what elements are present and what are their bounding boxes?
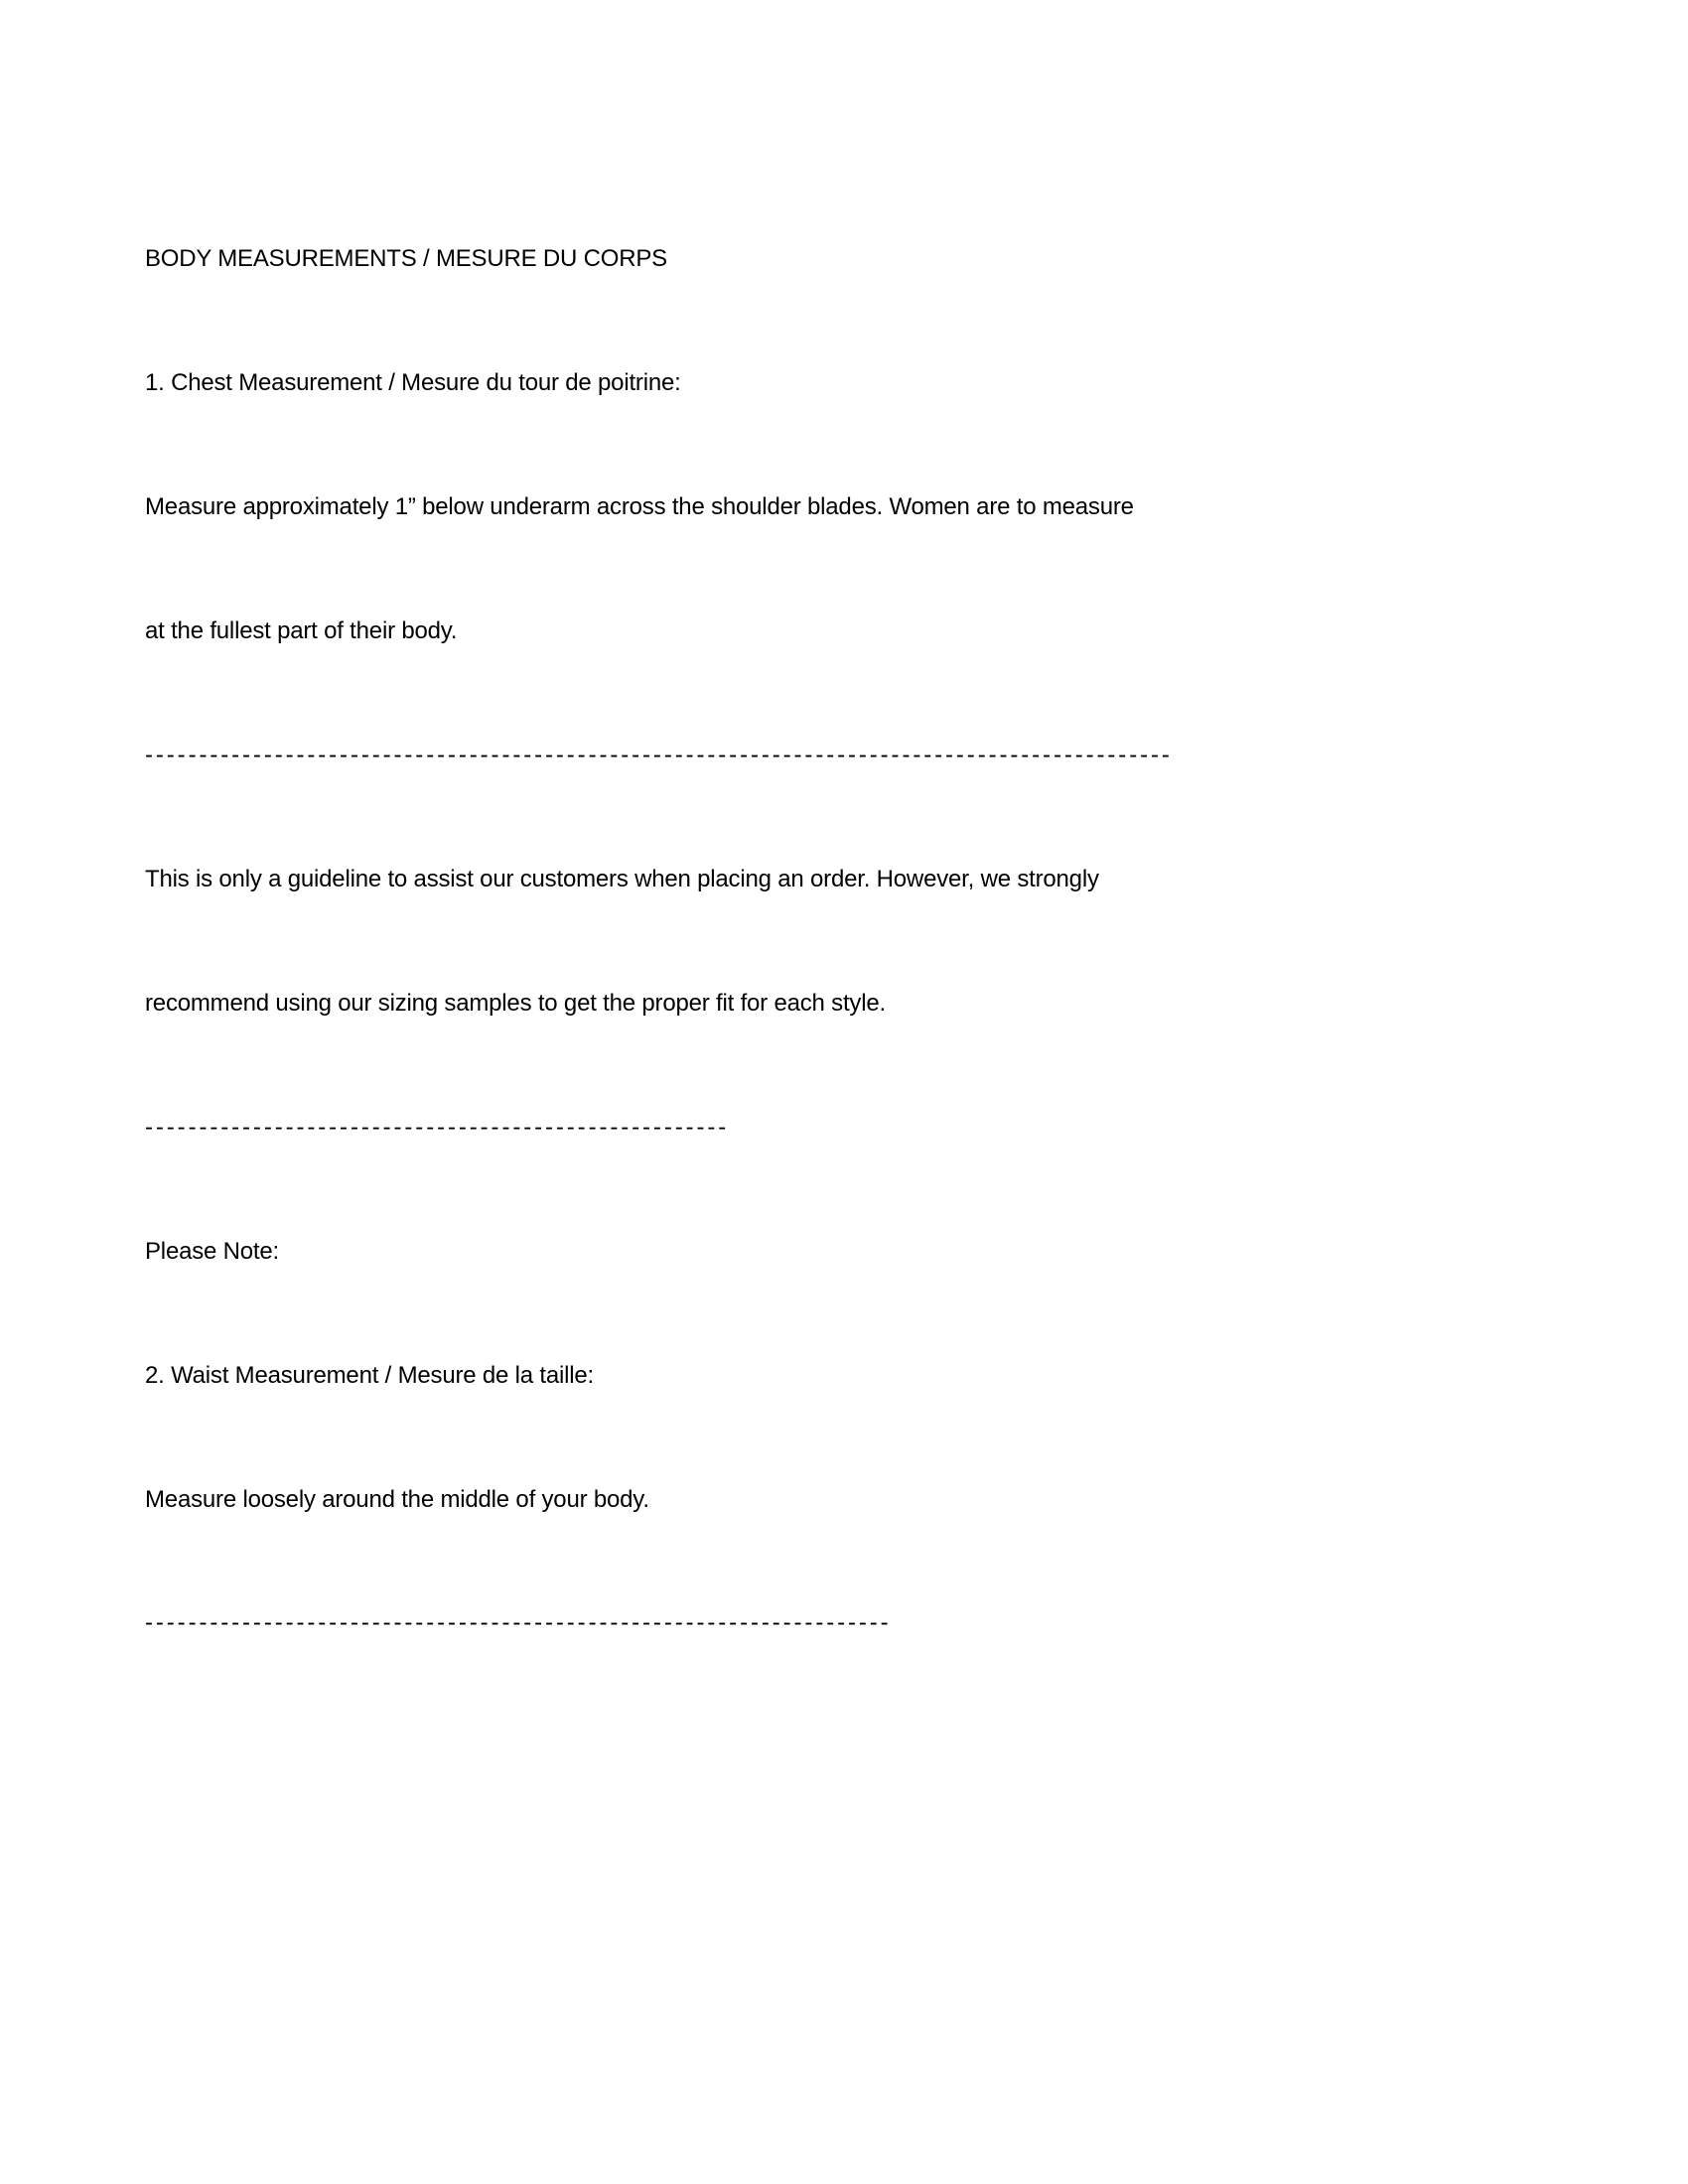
please-note-label: Please Note: [145, 1237, 280, 1265]
chest-instructions-line-2: at the fullest part of their body. [145, 617, 458, 645]
waist-instructions-line: Measure loosely around the middle of your body. [145, 1485, 649, 1513]
guideline-note-line-2: recommend using our sizing samples to get the proper fit for each style. [145, 989, 886, 1017]
chest-instructions-line-1: Measure approximately 1” below underarm across the shoulder blades. Women are to measure [145, 493, 1134, 521]
document-content [145, 156, 1628, 1726]
separator-dashed-line-1: ----------------------------------------------------------------------------------------------- [145, 741, 1173, 768]
separator-dashed-line-2: ------------------------------------------------------ [145, 1113, 730, 1141]
separator-dashed-line-3: --------------------------------------------------------------------- [145, 1609, 892, 1637]
guideline-note-line-1: This is only a guideline to assist our customers when placing an order. However, we strongly [145, 865, 1099, 892]
section-2-heading: 2. Waist Measurement / Mesure de la taille: [145, 1361, 595, 1389]
document-title: BODY MEASUREMENTS / MESURE DU CORPS [145, 245, 667, 273]
section-1-heading: 1. Chest Measurement / Mesure du tour de poitrine: [145, 369, 681, 397]
